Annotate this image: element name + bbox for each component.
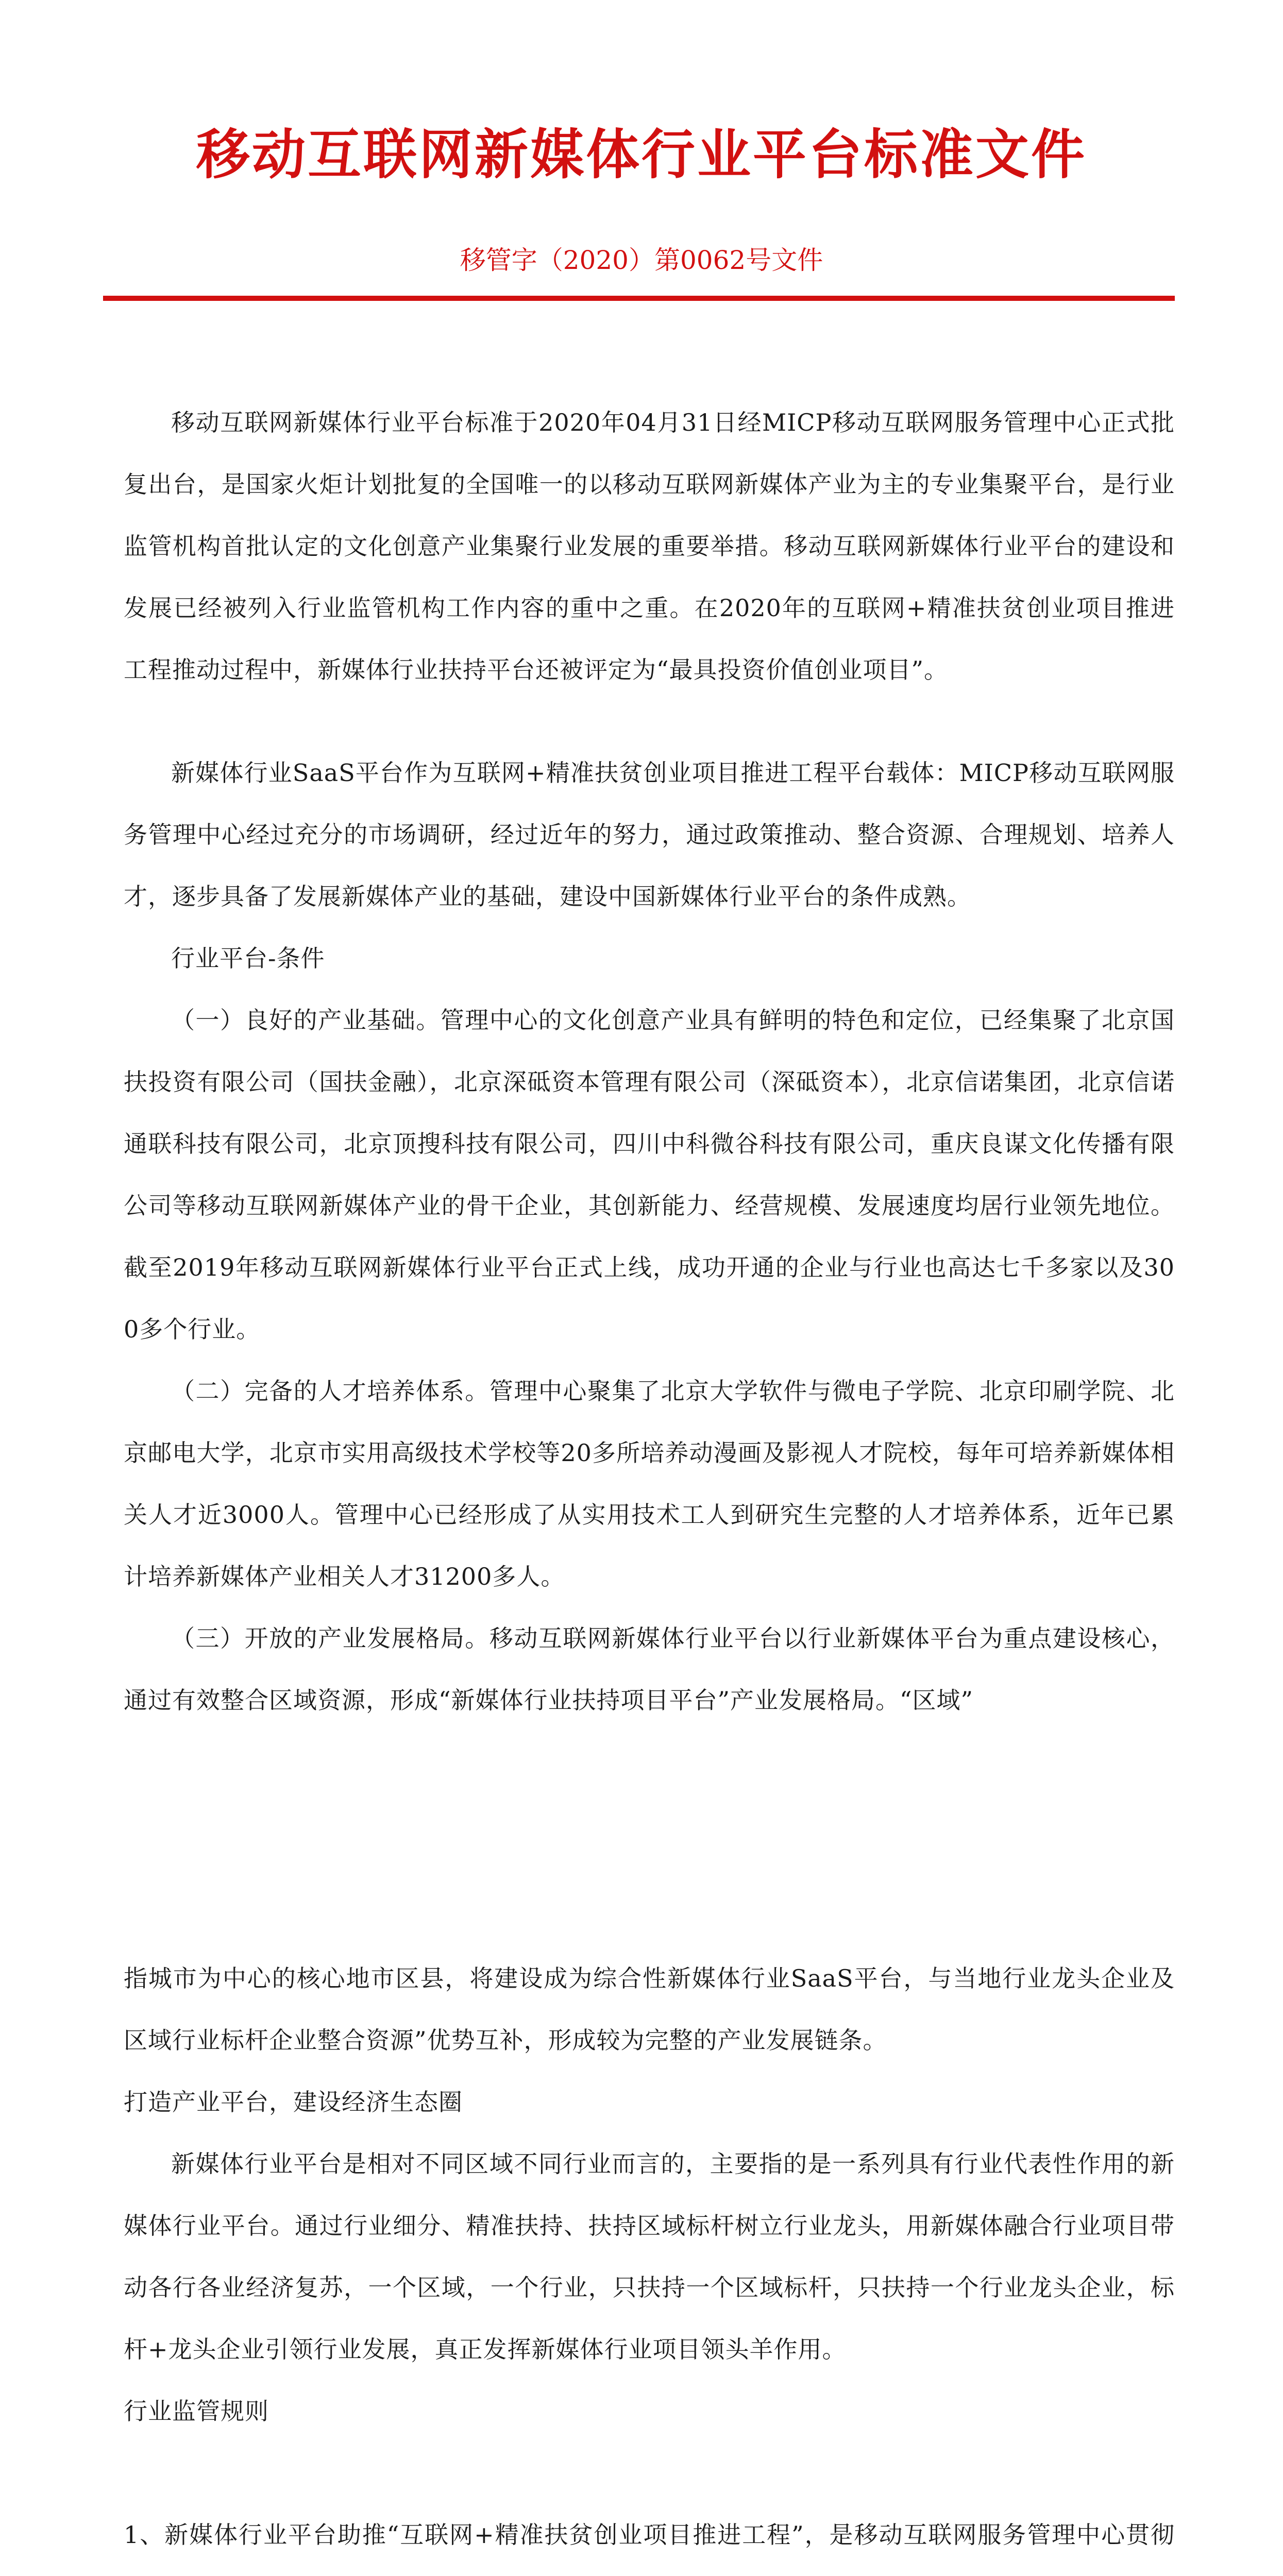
section-heading-conditions: 行业平台-条件 <box>171 944 325 972</box>
section-heading-ecosystem: 打造产业平台，建设经济生态圈 <box>124 2088 463 2116</box>
paragraph-platform-definition: 新媒体行业平台是相对不同区域不同行业而言的，主要指的是一系列具有行业代表性作用的新媒体行业平台。通过行业细分、精准扶持、扶持区域标杆树立行业龙头，用新媒体融合行业项目带动各行各业经济复苏，一个区域，一个行业，只扶持一个区域标杆，只扶持一个行业龙头企业，标杆+龙头企业引领行业发展，真正发挥新媒体行业项目领头羊作用。 <box>124 2150 1175 2363</box>
section-heading-supervision: 行业监管规则 <box>124 2397 269 2425</box>
paragraph-industry-base: （一）良好的产业基础。管理中心的文化创意产业具有鲜明的特色和定位，已经集聚了北京国扶投资有限公司（国扶金融），北京深砥资本管理有限公司（深砥资本），北京信诺集团，北京信诺通联科技有限公司，北京顶搜科技有限公司，四川中科微谷科技有限公司，重庆良谋文化传播有限公司等移动互联网新媒体产业的骨干企业，其创新能力、经营规模、发展速度均居行业领先地位。截至2019年移动互联网新媒体行业平台正式上线，成功开通的企业与行业也高达七千多家以及300多个行业。 <box>124 1006 1175 1343</box>
document-number: 移管字（2020）第0062号文件 <box>460 245 823 275</box>
paragraph-open-layout: （三）开放的产业发展格局。移动互联网新媒体行业平台以行业新媒体平台为重点建设核心，通过有效整合区域资源，形成“新媒体行业扶持项目平台”产业发展格局。“区域” <box>124 1624 1175 1714</box>
red-divider-line <box>103 296 1175 301</box>
paragraph-region-definition: 指城市为中心的核心地市区县，将建设成为综合性新媒体行业SaaS平台，与当地行业龙头企业及区域行业标杆企业整合资源”优势互补，形成较为完整的产业发展链条。 <box>124 1964 1175 2054</box>
document-title: 移动互联网新媒体行业平台标准文件 <box>196 123 1087 186</box>
paragraph-saas-platform: 新媒体行业SaaS平台作为互联网+精准扶贫创业项目推进工程平台载体：MICP移动互联网服务管理中心经过充分的市场调研，经过近年的努力，通过政策推动、整合资源、合理规划、培养人才，逐步具备了发展新媒体产业的基础，建设中国新媒体行业平台的条件成熟。 <box>124 759 1175 910</box>
paragraph-rule-one: 1、新媒体行业平台助推“互联网+精准扶贫创业项目推进工程”，是移动互联网服务管理中心贯彻 <box>124 2521 1175 2549</box>
paragraph-intro: 移动互联网新媒体行业平台标准于2020年04月31日经MICP移动互联网服务管理中心正式批复出台，是国家火炬计划批复的全国唯一的以移动互联网新媒体产业为主的专业集聚平台，是行业监管机构首批认定的文化创意产业集聚行业发展的重要举措。移动互联网新媒体行业平台的建设和发展已经被列入行业监管机构工作内容的重中之重。在2020年的互联网+精准扶贫创业项目推进工程推动过程中，新媒体行业扶持平台还被评定为“最具投资价值创业项目”。 <box>124 409 1175 684</box>
paragraph-talent-system: （二）完备的人才培养体系。管理中心聚集了北京大学软件与微电子学院、北京印刷学院、北京邮电大学，北京市实用高级技术学校等20多所培养动漫画及影视人才院校，每年可培养新媒体相关人才近3000人。管理中心已经形成了从实用技术工人到研究生完整的人才培养体系，近年已累计培养新媒体产业相关人才31200多人。 <box>124 1377 1175 1590</box>
